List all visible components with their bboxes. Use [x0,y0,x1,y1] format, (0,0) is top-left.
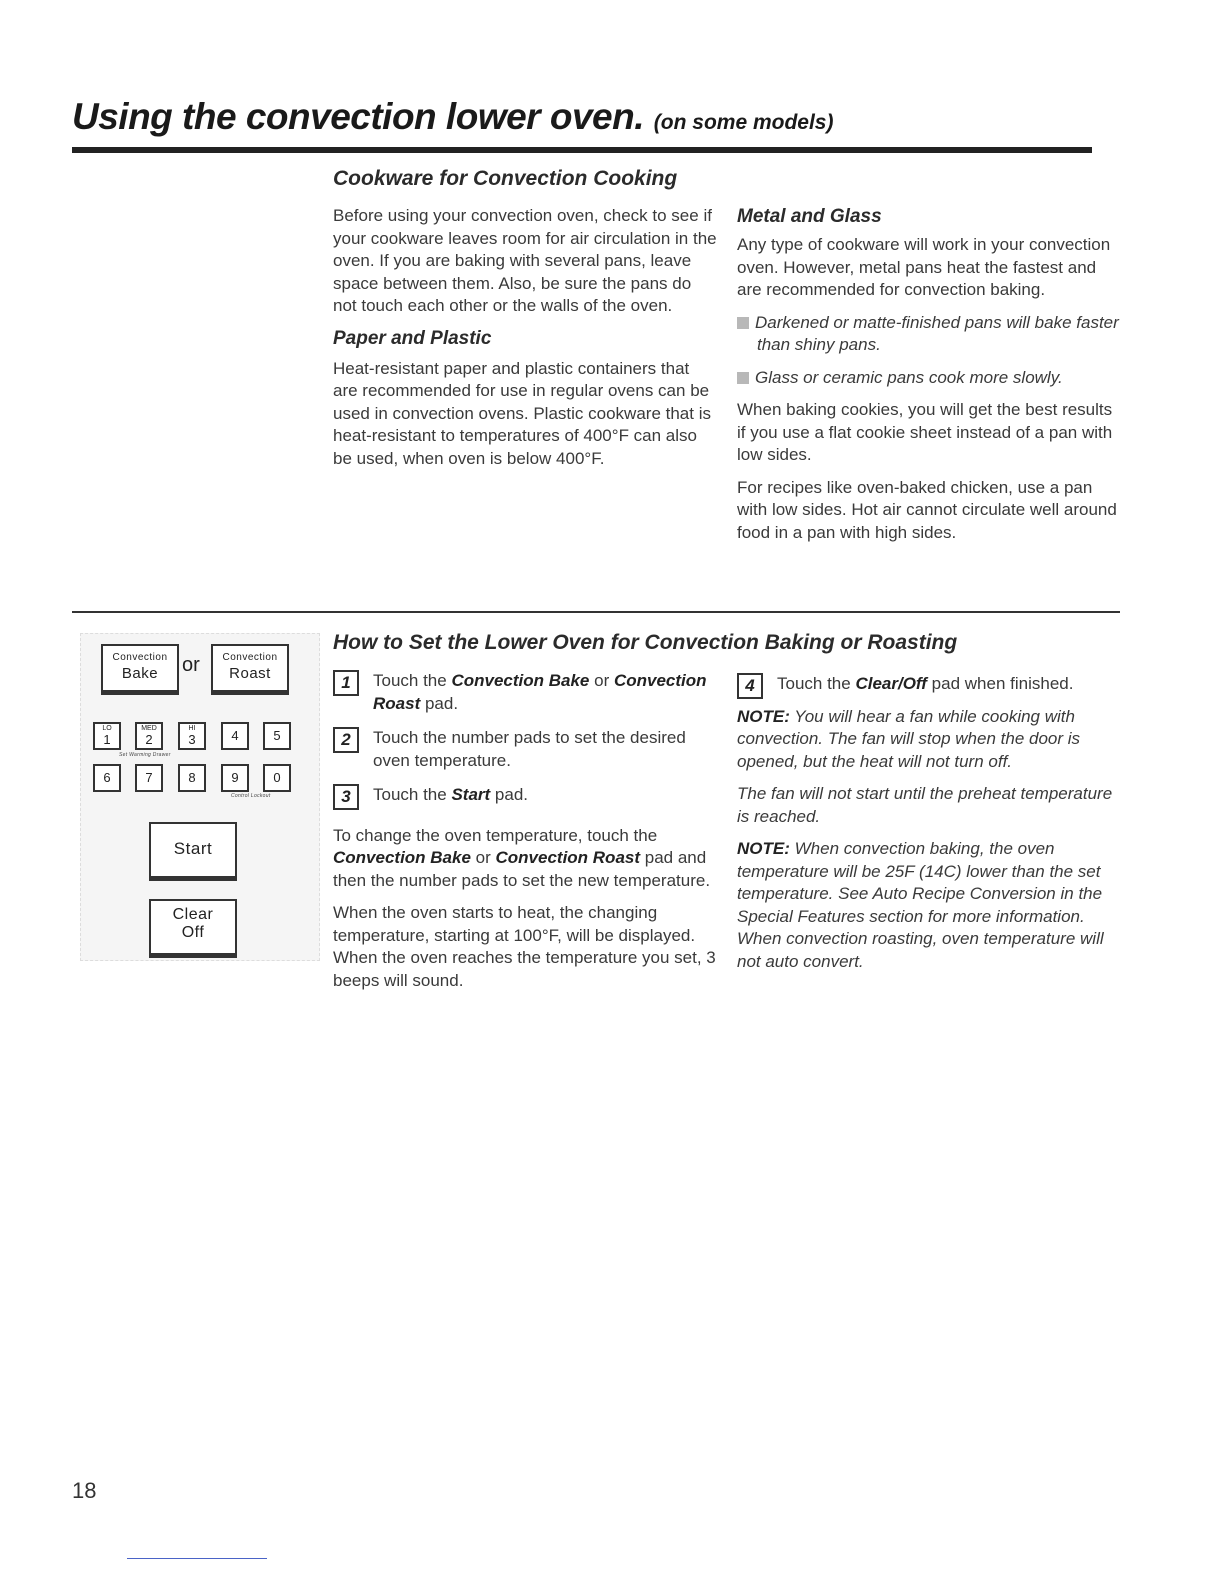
convection-roast-pad: Convection Roast [211,644,289,695]
page-subtitle: (on some models) [653,111,834,134]
or-label: or [182,654,200,676]
clear-off-pad: Clear Off [149,899,237,958]
number-pad-6: 6 [93,764,121,792]
number-pad-4: 4 [221,722,249,750]
warming-drawer-label: Set Warming Drawer [119,752,171,758]
square-bullet-icon [737,372,749,384]
howto-right-column [737,673,1122,973]
control-lockout-label: Control Lockout [231,793,271,799]
number-pad-1: LO 1 [93,722,121,750]
page-title-main: Using the convection lower oven. [72,96,644,137]
number-pad-7: 7 [135,764,163,792]
page-number: 18 [72,1478,97,1503]
square-bullet-icon [737,317,749,329]
top-rule [72,147,1092,153]
step-1: 1 Touch the Convection Bake or Convection Roast pad. [333,670,718,715]
section-rule [72,611,1120,613]
step-number-2: 2 [333,727,359,753]
number-pad-8: 8 [178,764,206,792]
step-3: 3 Touch the Start pad. [333,784,718,807]
fan-preheat-text: The fan will not start until the preheat temperature is reached. [737,784,1113,826]
change-temp-text: To change the oven temperature, touch the Convection Bake or Convection Roast pad and then the number pads to set the new temperature. [333,825,711,890]
cookware-right-column [737,206,1122,544]
number-pad-3: HI 3 [178,722,206,750]
bullet-glass: Glass or ceramic pans cook more slowly. [737,367,1122,390]
metal-glass-heading: Metal and Glass [737,206,882,227]
step-number-1: 1 [333,670,359,696]
footer-line [127,1558,267,1559]
convection-bake-pad: Convection Bake [101,644,179,695]
cookware-heading: Cookware for Convection Cooking [333,167,678,190]
bullet-darkened: Darkened or matte-finished pans will bake faster than shiny pans. [737,312,1122,357]
step-number-4: 4 [737,673,763,699]
howto-heading: How to Set the Lower Oven for Convection Baking or Roasting [333,631,958,654]
cookware-intro: Before using your convection oven, check to see if your cookware leaves room for air circulation in the oven. If you are baking with several pans, leave space between them. Also, be sure the pans do not touch each other or the walls of the oven. [333,206,717,315]
number-pad-5: 5 [263,722,291,750]
cookware-left-column [333,205,718,470]
cookies-text: When baking cookies, you will get the best results if you use a flat cookie sheet instead of a pan with low sides. [737,400,1113,464]
note-temperature: NOTE: When convection baking, the oven temperature will be 25F (14C) lower than the set temperature. See Auto Recipe Conversion in the Special Features section for more information. When convection roasting, oven temperature will not auto convert. [737,839,1104,971]
note-fan: NOTE: You will hear a fan while cooking with convection. The fan will stop when the door is opened, but the heat will not turn off. [737,706,1081,771]
page-title [72,96,833,138]
howto-left-column [333,670,718,992]
metal-glass-text: Any type of cookware will work in your convection oven. However, metal pans heat the fastest and are recommended for convection baking. [737,235,1111,299]
start-pad: Start [149,822,237,881]
step-2: 2 Touch the number pads to set the desired oven temperature. [333,727,718,772]
chicken-text: For recipes like oven-baked chicken, use a pan with low sides. Hot air cannot circulate well around food in a pan with high sides. [737,477,1117,542]
paper-plastic-heading: Paper and Plastic [333,327,492,349]
step-number-3: 3 [333,784,359,810]
paper-plastic-text: Heat-resistant paper and plastic containers that are recommended for use in regular ovens can be used in convection ovens. Plastic cookware that is heat-resistant to temperatures of 400°F can also be used, when oven is below 400°F. [333,358,711,468]
step-4: 4 Touch the Clear/Off pad when finished. [737,673,1122,696]
number-pad-9: 9 [221,764,249,792]
number-pad-0: 0 [263,764,291,792]
heat-display-text: When the oven starts to heat, the changing temperature, starting at 100°F, will be displayed. When the oven reaches the temperature you set, 3 beeps will sound. [333,903,716,990]
number-pad-2: MED 2 [135,722,163,750]
control-panel-illustration [80,633,320,961]
